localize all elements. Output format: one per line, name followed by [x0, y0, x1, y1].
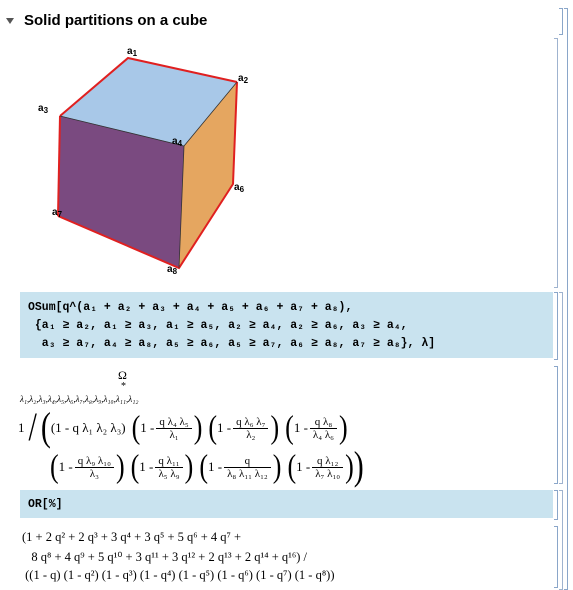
cell-bracket[interactable]: [554, 366, 558, 484]
label-a4: $a_4$: [172, 136, 183, 148]
cell-bracket[interactable]: [554, 526, 558, 588]
input-line: OSum[q^(a₁ + a₂ + a₃ + a₄ + a₅ + a₆ + a₇ + a₈),: [28, 301, 353, 314]
cell-bracket[interactable]: [554, 38, 558, 288]
fraction: $\frac{\text{q λ₁₁}}{\text{λ₅ λ₉}}$: [155, 455, 182, 480]
label-a2: $a_2$: [238, 73, 249, 85]
omega-symbol: Ω: [118, 368, 127, 382]
term: 1 -: [58, 459, 73, 474]
section-title: Solid partitions on a cube: [24, 12, 208, 29]
cube-graphic: [40, 40, 270, 280]
input-cell-or[interactable]: [20, 490, 553, 518]
group-bracket[interactable]: [559, 490, 563, 590]
group-bracket[interactable]: [559, 292, 563, 484]
fraction: $\frac{\text{q λ₉ λ₁₀}}{\text{λ₃}}$: [75, 455, 114, 480]
cell-bracket[interactable]: [554, 490, 558, 520]
term: 1 -: [207, 459, 223, 474]
label-a8: $a_8$: [167, 264, 178, 276]
cell-bracket[interactable]: [554, 292, 558, 360]
term: 1 -: [140, 420, 155, 435]
lambda-list: λ₁,λ₂,λ₃,λ₄,λ₅,λ₆,λ₇,λ₈,λ₉,λ₁₀,λ₁₁,λ₁₂: [20, 394, 139, 404]
term: 1 -: [139, 459, 154, 474]
term: 1 -: [217, 420, 232, 435]
term: (1 - q λ₁ λ₂ λ₃): [50, 420, 126, 435]
fraction: $\frac{\text{q λ₁₂}}{\text{λ₇ λ₁₀}}$: [312, 455, 343, 480]
numerator-one: 1: [18, 420, 25, 435]
term: 1 -: [296, 459, 311, 474]
fraction: $\frac{\text{q λ₆ λ₇}}{\text{λ₂}}$: [233, 416, 268, 441]
output-row-1: 1 / ( (1 - q λ₁ λ₂ λ₃) ( 1 - $\frac{\text{q λ₄ λ₅}}{\text{λ₁}}$ ) ( 1 - $\frac{\text{q λ₆ λ₇}}{\text{λ₂}}$ ) ( 1 - $\frac{\text{q λ₈}}{\text{λ₄ λ₆}}$ ): [18, 405, 348, 450]
collapse-triangle-icon[interactable]: [6, 18, 14, 24]
input-line: a₃ ≥ a₇, a₄ ≥ a₈, a₅ ≥ a₆, a₅ ≥ a₇, a₆ ≥ a₈, a₇ ≥ a₈}, λ]: [28, 337, 436, 350]
term: 1 -: [293, 420, 308, 435]
cell-bracket[interactable]: [559, 8, 563, 35]
label-a1: $a_1$: [127, 46, 138, 58]
fraction: $\frac{\text{q λ₄ λ₅}}{\text{λ₁}}$: [156, 416, 191, 441]
label-a7: $a_7$: [52, 207, 63, 219]
label-a3: $a_3$: [38, 103, 49, 115]
input-cell-osum[interactable]: [20, 292, 553, 358]
fraction: $\frac{\text{q λ₈}}{\text{λ₄ λ₆}}$: [310, 416, 337, 441]
star-symbol: *: [121, 381, 126, 392]
result-line: (1 + 2 q² + 2 q³ + 3 q⁴ + 3 q⁵ + 5 q⁶ + 4 q⁷ +: [22, 530, 242, 544]
group-bracket[interactable]: [564, 8, 568, 590]
result-line: 8 q⁸ + 4 q⁹ + 5 q¹⁰ + 3 q¹¹ + 3 q¹² + 2 q¹³ + 2 q¹⁴ + q¹⁶) /: [22, 550, 308, 564]
input-line: OR[%]: [28, 498, 63, 511]
output-row-2: ( 1 - $\frac{\text{q λ₉ λ₁₀}}{\text{λ₃}}$ ) ( 1 - $\frac{\text{q λ₁₁}}{\text{λ₅ λ₉}}$ ) ( 1 - $\frac{q}{\text{λ₈ λ₁₁ λ₁₂}}$ ) ( 1 - $\frac{\text{q λ₁₂}}{\text{λ₇ λ₁₀}}$ ) ): [50, 444, 364, 489]
label-a6: $a_6$: [234, 182, 245, 194]
result-line: ((1 - q) (1 - q²) (1 - q³) (1 - q⁴) (1 - q⁵) (1 - q⁶) (1 - q⁷) (1 - q⁸)): [22, 568, 335, 582]
input-line: {a₁ ≥ a₂, a₁ ≥ a₃, a₁ ≥ a₅, a₂ ≥ a₄, a₂ ≥ a₆, a₃ ≥ a₄,: [28, 319, 408, 332]
fraction: $\frac{q}{\text{λ₈ λ₁₁ λ₁₂}}$: [224, 455, 271, 480]
